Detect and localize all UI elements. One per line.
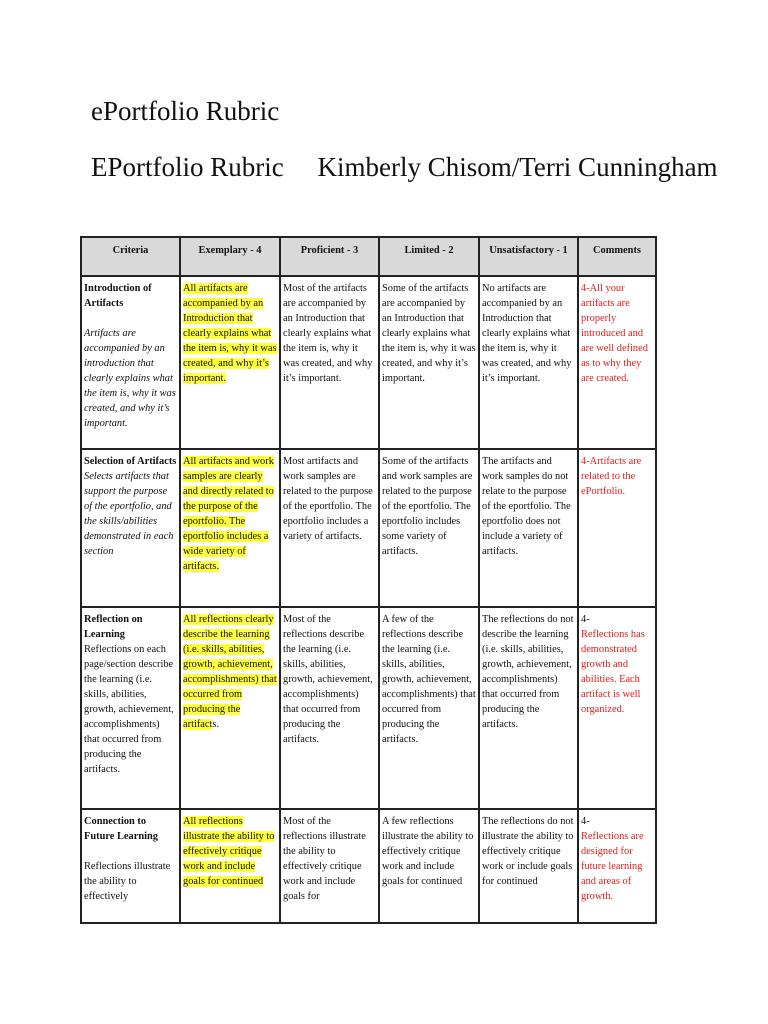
exemplary-cell (180, 809, 280, 923)
comments-cell: 4-Artifacts are related to the ePortfolio. (578, 449, 656, 607)
column-header: Limited - 2 (379, 237, 479, 276)
unsatisfactory-cell: The reflections do not illustrate the ability to effectively critique work or include goals for continued (479, 809, 578, 923)
criteria-description: Selects artifacts that support the purpose of the eportfolio, and the skills/abilities demonstrated in each section (84, 471, 174, 557)
table-row (81, 276, 656, 449)
table-row (81, 607, 656, 809)
exemplary-cell (180, 607, 280, 809)
document-heading (91, 150, 731, 184)
criteria-title: Connection to Future Learning (84, 816, 158, 842)
rubric-table (80, 236, 657, 924)
criteria-description: Reflections on each page/section describe the learning (i.e. skills, abilities, growth, achievement, accomplishments) that occurred from producing the artifacts. (84, 644, 174, 775)
proficient-cell: Most of the reflections illustrate the ability to effectively critique work and include goals for (280, 809, 379, 923)
unsatisfactory-cell: The reflections do not describe the learning (i.e. skills, abilities, growth, achievement, accomplishments) that occurred from producing the artifacts. (479, 607, 578, 809)
column-header: Unsatisfactory - 1 (479, 237, 578, 276)
criteria-title: Reflection on Learning (84, 614, 143, 640)
comments-cell (578, 607, 656, 809)
limited-cell: Some of the artifacts and work samples are related to the purpose of the eportfolio. The eportfolio includes some variety of artifacts. (379, 449, 479, 607)
highlighted-text: All artifacts are accompanied by an Introduction that clearly explains what the item is, why it was created, and why it’s important. (183, 283, 277, 384)
proficient-cell: Most of the reflections describe the learning (i.e. skills, abilities, growth, achievement, accomplishments) that occurred from producing the artifacts. (280, 607, 379, 809)
exemplary-cell (180, 276, 280, 449)
comment-text: Reflections are designed for future learning and areas of growth. (581, 831, 644, 902)
exemplary-cell (180, 449, 280, 607)
proficient-cell: Most artifacts and work samples are related to the purpose of the eportfolio. The eportfolio includes a variety of artifacts. (280, 449, 379, 607)
limited-cell: A few of the reflections describe the learning (i.e. skills, abilities, growth, achievement, accomplishments) that occurred from producing the artifacts. (379, 607, 479, 809)
unhighlighted-text: s. (212, 719, 220, 730)
limited-cell: Some of the artifacts are accompanied by an Introduction that clearly explains what the item is, why it was created, and why it’s important. (379, 276, 479, 449)
column-header: Criteria (81, 237, 180, 276)
highlighted-text: All artifacts and work samples are clearly and directly related to the purpose of the eportfolio. The eportfolio includes a wide variety of artifacts. (183, 456, 274, 572)
highlighted-text: All reflections illustrate the ability to effectively critique work and include goals for continued (183, 816, 275, 887)
criteria-description: Artifacts are accompanied by an introduction that clearly explains what the item is, why it was created, and why it’s important. (84, 328, 176, 429)
column-header: Comments (578, 237, 656, 276)
criteria-cell (81, 607, 180, 809)
comment-text: Reflections has demonstrated growth and abilities. Each artifact is well organized. (581, 629, 645, 715)
comments-cell: 4-All your artifacts are properly introduced and are well defined as to why they are created. (578, 276, 656, 449)
table-row (81, 449, 656, 607)
unsatisfactory-cell: The artifacts and work samples do not relate to the purpose of the eportfolio. The eportfolio does not include a variety of artifacts. (479, 449, 578, 607)
criteria-cell (81, 276, 180, 449)
limited-cell: A few reflections illustrate the ability to effectively critique work and include goals for continued (379, 809, 479, 923)
criteria-description: Reflections illustrate the ability to effectively (84, 861, 171, 902)
column-header: Proficient - 3 (280, 237, 379, 276)
heading-text: EPortfolio Rubric Kimberly Chisom/Terri Cunningham (91, 152, 718, 182)
criteria-title: Selection of Artifacts (84, 456, 177, 467)
criteria-cell (81, 449, 180, 607)
highlighted-text: All reflections clearly describe the learning (i.e. skills, abilities, growth, achievement, accomplishments) that occurred from producing the artifact (183, 614, 277, 730)
criteria-cell (81, 809, 180, 923)
column-header: Exemplary - 4 (180, 237, 280, 276)
table-header-row (81, 237, 656, 276)
table-row (81, 809, 656, 923)
criteria-title: Introduction of Artifacts (84, 283, 152, 309)
document-title: ePortfolio Rubric (91, 96, 280, 126)
comments-cell (578, 809, 656, 923)
comment-score: 4- (581, 614, 590, 625)
unsatisfactory-cell: No artifacts are accompanied by an Introduction that clearly explains what the item is, why it was created, and why it’s important. (479, 276, 578, 449)
proficient-cell: Most of the artifacts are accompanied by an Introduction that clearly explains what the item is, why it was created, and why it’s important. (280, 276, 379, 449)
comment-score: 4- (581, 816, 590, 827)
